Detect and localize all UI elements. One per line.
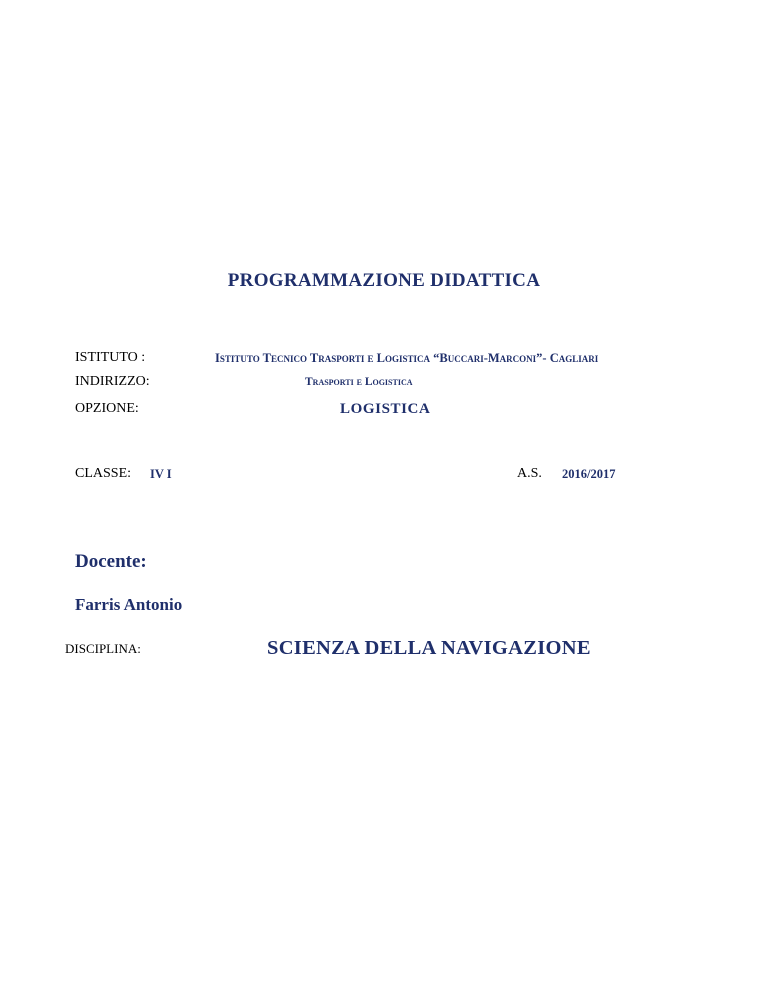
opzione-value: LOGISTICA [340, 401, 431, 417]
document-title: PROGRAMMAZIONE DIDATTICA [227, 270, 541, 291]
classe-value: IV I [150, 467, 172, 481]
docente-name: Farris Antonio [75, 595, 183, 614]
istituto-value: Istituto Tecnico Trasporti e Logistica “Buccari-Marconi”- Cagliari [215, 351, 599, 365]
classe-label: CLASSE: [75, 466, 132, 481]
anno-scolastico-value: 2016/2017 [562, 467, 616, 481]
indirizzo-label: INDIRIZZO: [75, 374, 150, 389]
indirizzo-value: Trasporti e Logistica [305, 376, 413, 388]
istituto-label: ISTITUTO : [75, 350, 146, 365]
disciplina-value: SCIENZA DELLA NAVIGAZIONE [267, 637, 591, 659]
anno-scolastico-label: A.S. [517, 466, 542, 481]
disciplina-label: DISCIPLINA: [65, 641, 141, 656]
docente-label: Docente: [75, 551, 147, 572]
opzione-label: OPZIONE: [75, 401, 139, 416]
